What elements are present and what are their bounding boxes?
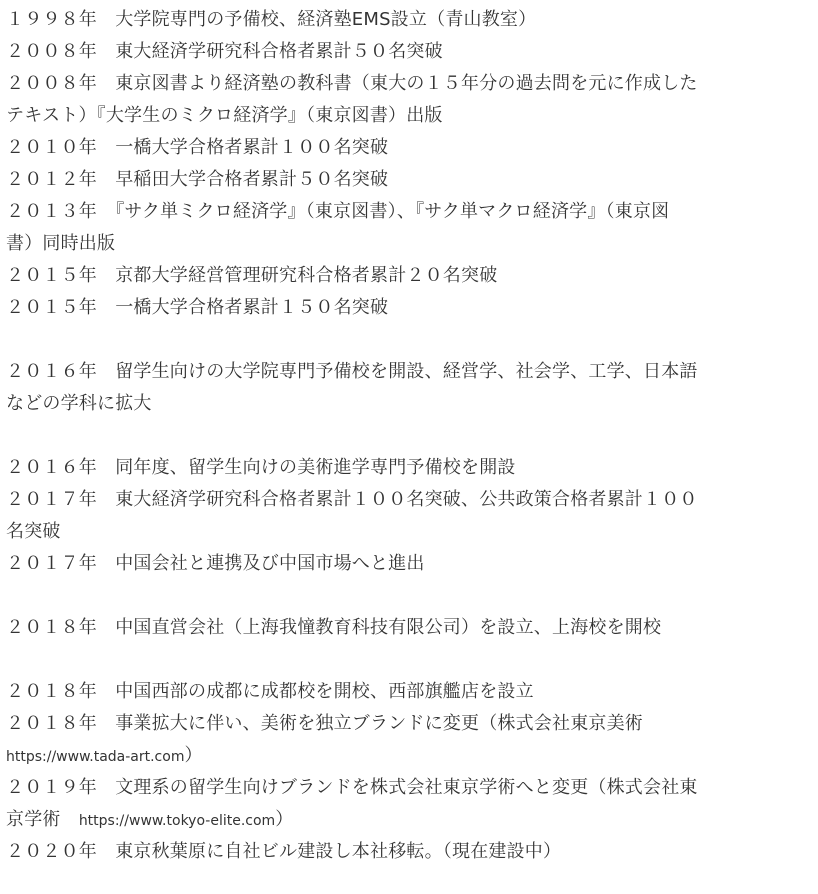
history-entry-2015-b <box>6 292 818 324</box>
history-entry-2018-b <box>6 676 818 708</box>
brand-name-fragment: 京学術 <box>6 809 79 830</box>
history-line: ２０１７年 東大経済学研究科合格者累計１００名突破、公共政策合格者累計１００ <box>6 489 698 510</box>
tada-art-url: https://www.tada-art.com <box>6 749 185 765</box>
history-line: ２００８年 東大経済学研究科合格者累計５０名突破 <box>6 41 443 62</box>
history-line: １９９８年 大学院専門の予備校、経済塾EMS設立（青山教室） <box>6 9 537 30</box>
history-entry-1998 <box>6 4 818 36</box>
blank-line <box>6 644 818 676</box>
tokyo-elite-url: https://www.tokyo-elite.com <box>78 813 276 829</box>
history-line: ２０１２年 早稲田大学合格者累計５０名突破 <box>6 169 389 190</box>
history-entry-2010 <box>6 132 818 164</box>
history-line-continuation: 名突破 <box>6 521 61 542</box>
history-entry-2018-c <box>6 708 818 772</box>
history-line: ２０１５年 一橋大学合格者累計１５０名突破 <box>6 297 389 318</box>
history-line: ２０１５年 京都大学経営管理研究科合格者累計２０名突破 <box>6 265 498 286</box>
blank-line <box>6 420 818 452</box>
history-entry-2015-a <box>6 260 818 292</box>
history-line: ２０１８年 中国西部の成都に成都校を開校、西部旗艦店を設立 <box>6 681 534 702</box>
history-line: ２０１８年 中国直営会社（上海我憧教育科技有限公司）を設立、上海校を開校 <box>6 617 662 638</box>
history-line-continuation <box>6 804 818 836</box>
history-entry-2020 <box>6 836 818 868</box>
history-line: ２０１９年 文理系の留学生向けブランドを株式会社東京学術へと変更（株式会社東 <box>6 777 698 798</box>
history-line-continuation <box>6 740 818 772</box>
history-line: ２０１７年 中国会社と連携及び中国市場へと進出 <box>6 553 425 574</box>
history-entry-2018-a <box>6 612 818 644</box>
history-line: ２００８年 東京図書より経済塾の教科書（東大の１５年分の過去問を元に作成した <box>6 73 698 94</box>
history-entry-2016-a <box>6 356 818 420</box>
history-line: ２０１６年 同年度、留学生向けの美術進学専門予備校を開設 <box>6 457 516 478</box>
history-entry-2012 <box>6 164 818 196</box>
history-line: ２０１６年 留学生向けの大学院専門予備校を開設、経営学、社会学、工学、日本語 <box>6 361 698 382</box>
history-entry-2017-a <box>6 484 818 548</box>
history-entry-2017-b <box>6 548 818 580</box>
history-line: ２０２０年 東京秋葉原に自社ビル建設し本社移転。（現在建設中） <box>6 841 562 862</box>
history-entry-2019 <box>6 772 818 836</box>
history-line: ２０１８年 事業拡大に伴い、美術を独立ブランドに変更（株式会社東京美術 <box>6 713 643 734</box>
history-entry-2013 <box>6 196 818 260</box>
history-entry-2008-a <box>6 36 818 68</box>
blank-line <box>6 324 818 356</box>
closing-paren: ） <box>275 809 294 830</box>
history-line: ２０１３年 『サク単ミクロ経済学』（東京図書）、『サク単マクロ経済学』（東京図 <box>6 201 670 222</box>
history-entry-2016-b <box>6 452 818 484</box>
closing-paren: ） <box>184 745 203 766</box>
history-line-continuation: などの学科に拡大 <box>6 393 152 414</box>
history-entry-2008-b <box>6 68 818 132</box>
blank-line <box>6 580 818 612</box>
history-line-continuation: 書）同時出版 <box>6 233 116 254</box>
history-line-continuation: テキスト）『大学生のミクロ経済学』（東京図書）出版 <box>6 105 443 126</box>
history-line: ２０１０年 一橋大学合格者累計１００名突破 <box>6 137 389 158</box>
